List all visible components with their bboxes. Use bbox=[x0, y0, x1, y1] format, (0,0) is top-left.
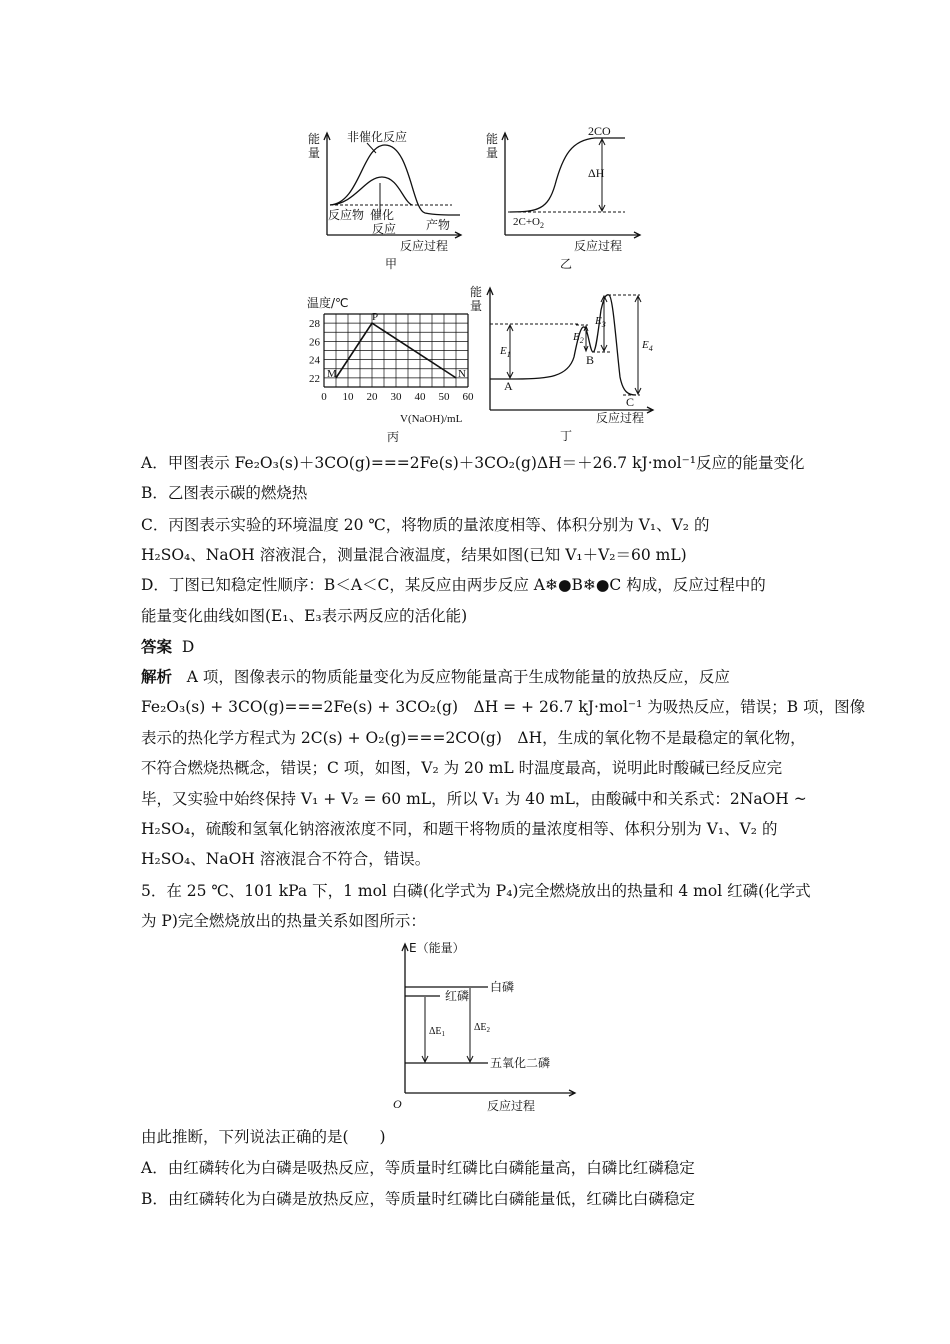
q5-line-2: 为 P)完全燃烧放出的热量关系如图所示： bbox=[141, 912, 426, 930]
caption: 乙 bbox=[560, 257, 573, 271]
red-p-label: 红磷 bbox=[445, 989, 470, 1003]
x-tick-label: 10 bbox=[342, 391, 354, 403]
y-tick-label: 24 bbox=[309, 354, 320, 367]
point-b: B bbox=[586, 353, 595, 367]
x-tick-label: 60 bbox=[462, 391, 474, 403]
x-tick-label: 20 bbox=[366, 391, 378, 403]
figure-phosphorus bbox=[385, 938, 585, 1118]
uncat-label: 非催化反应 bbox=[347, 130, 408, 144]
e1-label: $E_1$ bbox=[500, 345, 511, 359]
xlabel: 反应过程 bbox=[596, 411, 645, 425]
x-tick-label: 30 bbox=[390, 391, 402, 403]
caption: 甲 bbox=[385, 257, 398, 271]
white-p-label: 白磷 bbox=[490, 980, 515, 994]
analysis-row-1 bbox=[141, 666, 821, 688]
product-label: 产物 bbox=[426, 218, 451, 232]
option-c-line1: C．丙图表示实验的环境温度 20 ℃，将物质的量浓度相等、体积分别为 V₁、V₂ 的 bbox=[141, 516, 710, 534]
option-d-line1: D．丁图已知稳定性顺序：B＜A＜C，某反应由两步反应 A❄●B❄●C 构成，反应过程中的 bbox=[141, 576, 766, 594]
analysis-line-6: H₂SO₄，硫酸和氢氧化钠溶液浓度不同，和题干将物质的量浓度相等、体积分别为 V₁、V₂ 的 bbox=[141, 820, 778, 838]
e2-label: $E_2$ bbox=[573, 331, 584, 345]
analysis-line-3: 表示的热化学方程式为 2C(s) + O₂(g)===2CO(g) ΔH，生成的氧化物不是最稳定的氧化物， bbox=[141, 729, 806, 747]
cat-label-2: 反应 bbox=[372, 222, 397, 236]
de2-label: $\Delta E_2$ bbox=[474, 1022, 491, 1034]
answer-label: 答案 bbox=[141, 637, 173, 656]
caption: 丁 bbox=[560, 429, 573, 443]
de1-label: $\Delta E_1$ bbox=[429, 1026, 446, 1038]
reactant-label: 反应物 bbox=[328, 208, 365, 222]
answer-value: D bbox=[181, 638, 195, 656]
point-label-n: N bbox=[458, 367, 466, 380]
ylabel-1: 能 bbox=[470, 285, 483, 299]
energy-axis-label: E（能量） bbox=[409, 941, 465, 955]
figure-ding bbox=[468, 282, 658, 452]
q5-option-a: A．由红磷转化为白磷是吸热反应，等质量时红磷比白磷能量高，白磷比红磷稳定 bbox=[141, 1159, 695, 1177]
oxide-label: 五氧化二磷 bbox=[490, 1056, 551, 1070]
figure-bing-chart bbox=[302, 290, 482, 450]
analysis-line-2: Fe₂O₃(s) + 3CO(g)===2Fe(s) + 3CO₂(g) ΔH = + 26.7 kJ·mol⁻¹ 为吸热反应，错误；B 项，图像 bbox=[141, 698, 866, 716]
point-label-p: P bbox=[372, 311, 379, 324]
option-b: B．乙图表示碳的燃烧热 bbox=[141, 484, 308, 502]
option-a: A．甲图表示 Fe₂O₃(s)＋3CO(g)===2Fe(s)＋3CO₂(g)ΔH＝＋26.7 kJ·mol⁻¹反应的能量变化 bbox=[141, 454, 805, 472]
origin-label: O bbox=[393, 1097, 402, 1111]
energy-curve bbox=[510, 138, 625, 212]
x-tick-label: 40 bbox=[414, 391, 426, 403]
ylabel-1: 能 bbox=[486, 132, 499, 146]
q5-line-1: 5．在 25 ℃、101 kPa 下，1 mol 白磷(化学式为 P₄)完全燃烧放出的热量和 4 mol 红磷(化学式 bbox=[141, 882, 811, 900]
analysis-line-4: 不符合燃烧热概念，错误；C 项，如图，V₂ 为 20 mL 时温度最高，说明此时酸碱已经反应完 bbox=[141, 759, 783, 777]
analysis-label: 解析 bbox=[141, 667, 173, 686]
chart-xlabel: V(NaOH)/mL bbox=[400, 413, 463, 425]
caption: 丙 bbox=[387, 430, 400, 444]
analysis-line-1: A 项，图像表示的物质能量变化为反应物能量高于生成物能量的放热反应，反应 bbox=[186, 668, 730, 686]
answer-row bbox=[141, 636, 821, 658]
e4-label: $E_4$ bbox=[642, 339, 653, 353]
x-tick-label: 0 bbox=[321, 391, 327, 403]
q5-option-b: B．由红磷转化为白磷是放热反应，等质量时红磷比白磷能量低，红磷比白磷稳定 bbox=[141, 1190, 695, 1208]
chart-ylabel: 温度/℃ bbox=[307, 296, 349, 310]
point-label-m: M bbox=[327, 367, 337, 380]
cat-label-1: 催化 bbox=[370, 208, 395, 222]
y-tick-label: 28 bbox=[309, 318, 320, 331]
2c-o2-label: $2C+O_2$ bbox=[513, 216, 544, 230]
ylabel-2: 量 bbox=[470, 299, 483, 313]
option-c-line2: H₂SO₄、NaOH 溶液混合，测量混合液温度，结果如图(已知 V₁＋V₂＝60 mL) bbox=[141, 546, 687, 564]
q5-stem: 由此推断，下列说法正确的是( ) bbox=[141, 1128, 386, 1146]
xlabel: 反应过程 bbox=[487, 1099, 536, 1113]
2co-label: 2CO bbox=[588, 125, 611, 138]
figure-yi bbox=[480, 125, 650, 275]
e3-label: $E_3$ bbox=[595, 315, 606, 329]
option-d-line2: 能量变化曲线如图(E₁、E₃表示两反应的活化能) bbox=[141, 607, 468, 625]
ylabel-2: 量 bbox=[486, 146, 499, 160]
analysis-line-7: H₂SO₄、NaOH 溶液混合不符合，错误。 bbox=[141, 850, 431, 868]
figure-jia bbox=[300, 125, 470, 275]
ylabel-1: 能 bbox=[308, 132, 321, 146]
x-tick-label: 50 bbox=[438, 391, 450, 403]
dh-label: ΔH bbox=[588, 166, 605, 180]
y-tick-label: 26 bbox=[309, 336, 320, 349]
point-c: C bbox=[626, 395, 635, 409]
xlabel: 反应过程 bbox=[400, 239, 449, 253]
point-a: A bbox=[504, 379, 513, 393]
ylabel-2: 量 bbox=[308, 146, 321, 160]
analysis-line-5: 毕，又实验中始终保持 V₁ + V₂ = 60 mL，所以 V₁ 为 40 mL，由酸碱中和关系式：2NaOH ~ bbox=[141, 790, 807, 808]
xlabel: 反应过程 bbox=[574, 239, 623, 253]
y-tick-label: 22 bbox=[309, 372, 320, 385]
